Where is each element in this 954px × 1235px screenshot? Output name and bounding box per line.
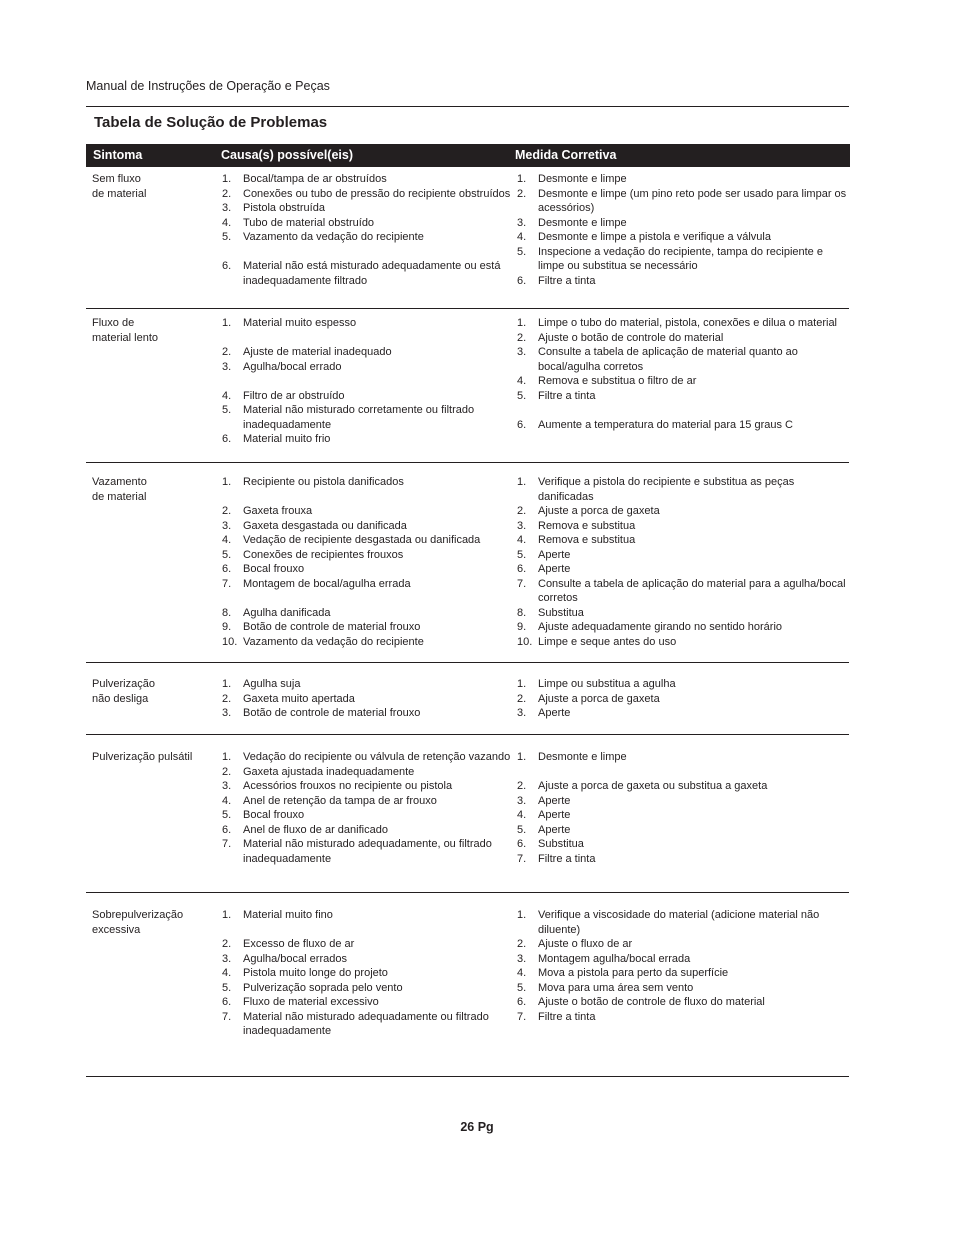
- item-text: Limpe e seque antes do uso: [538, 635, 677, 648]
- item-text: Vedação do recipiente ou válvula de retenção vazando: [243, 751, 511, 763]
- symptom-label: Fluxo de material lento: [92, 317, 159, 344]
- item-number: 3.: [517, 952, 527, 965]
- item-text: Botão de controle de material frouxo: [243, 621, 421, 633]
- causes-list: [222, 908, 512, 1039]
- item-number: 6.: [222, 996, 232, 1008]
- item-text: Acessórios frouxos no recipiente ou pistola: [243, 780, 453, 792]
- item-text: Mova para uma área sem vento: [538, 981, 694, 994]
- list-item: [222, 635, 512, 650]
- item-number: 5.: [222, 809, 232, 821]
- item-text: Aperte: [538, 823, 571, 836]
- symptom-label: Sobrepulverização excessiva: [92, 909, 184, 936]
- page-number: 26 Pg: [460, 1120, 494, 1134]
- item-text: Vedação de recipiente desgastada ou danificada: [243, 534, 481, 546]
- list-item: [517, 852, 847, 867]
- item-text: Remova e substitua: [538, 519, 636, 532]
- list-item: [517, 245, 847, 274]
- item-text: Ajuste a porca de gaxeta ou substitua a gaxeta: [538, 780, 768, 792]
- list-item: [222, 201, 512, 216]
- item-number: 9.: [222, 621, 232, 633]
- row-divider: [86, 308, 849, 309]
- list-item: [222, 995, 512, 1010]
- item-number: 2.: [517, 331, 527, 344]
- list-item: [517, 389, 847, 404]
- item-text: Filtre a tinta: [538, 1010, 596, 1023]
- item-number: 5.: [517, 245, 527, 258]
- item-number: 4.: [517, 375, 527, 387]
- list-item: [222, 908, 512, 923]
- causes-list: [222, 475, 512, 649]
- item-text: Remova e substitua: [538, 534, 636, 546]
- list-item: [517, 504, 847, 519]
- list-item: [222, 389, 512, 404]
- item-text: Ajuste adequadamente girando no sentido horário: [538, 621, 783, 633]
- list-item: [517, 562, 847, 577]
- list-item: [517, 345, 847, 374]
- list-item: [222, 519, 512, 534]
- item-text: Ajuste a porca de gaxeta: [538, 505, 660, 517]
- remedies-list: [517, 316, 847, 432]
- item-text: Aperte: [538, 548, 571, 561]
- item-text: Aumente a temperatura do material para 15 graus C: [538, 418, 793, 431]
- item-text: Aperte: [538, 794, 571, 807]
- list-item: [222, 606, 512, 621]
- item-number: 4.: [517, 534, 527, 546]
- item-number: 2.: [222, 187, 232, 200]
- item-text: Ajuste de material inadequado: [243, 346, 392, 358]
- item-number: 2.: [517, 187, 527, 200]
- item-number: 1.: [222, 751, 232, 763]
- item-text: Filtre a tinta: [538, 389, 596, 402]
- item-number: 3.: [517, 346, 527, 358]
- list-item: [517, 548, 847, 563]
- item-text: Anel de fluxo de ar danificado: [243, 823, 388, 836]
- item-number: 7.: [222, 1010, 232, 1023]
- item-text: Desmonte e limpe a pistola e verifique a válvula: [538, 231, 771, 243]
- item-number: 2.: [517, 505, 527, 517]
- item-number: 5.: [517, 823, 527, 836]
- item-text: Material muito espesso: [243, 317, 357, 329]
- page-title: Tabela de Solução de Problemas: [94, 114, 328, 131]
- item-number: 7.: [517, 577, 527, 590]
- row-divider: [86, 662, 849, 663]
- item-text: Conexões ou tubo de pressão do recipiente obstruídos: [243, 187, 511, 200]
- item-number: 1.: [222, 909, 232, 921]
- list-item: [517, 794, 847, 809]
- item-number: 3.: [517, 519, 527, 532]
- running-header: Manual de Instruções de Operação e Peças: [86, 79, 330, 93]
- item-text: Vazamento da vedação do recipiente: [243, 635, 424, 648]
- item-number: 5.: [517, 548, 527, 561]
- item-number: 6.: [222, 823, 232, 836]
- item-number: 1.: [517, 909, 527, 921]
- list-item: [222, 620, 512, 635]
- item-number: 4.: [517, 231, 527, 243]
- symptom-label: Pulverização não desliga: [92, 678, 155, 705]
- causes-list: [222, 750, 512, 866]
- list-item: [222, 316, 512, 331]
- item-number: 5.: [517, 389, 527, 402]
- list-item: [517, 966, 847, 981]
- item-number: 4.: [222, 389, 232, 402]
- row-divider: [86, 734, 849, 735]
- list-item: [517, 331, 847, 346]
- item-number: 3.: [517, 707, 527, 719]
- item-number: 3.: [517, 216, 527, 229]
- item-number: 9.: [517, 621, 527, 633]
- spacer: [517, 403, 847, 418]
- item-number: 2.: [222, 505, 232, 517]
- item-text: Material não está misturado adequadamente ou está inadequadamente filtrado: [243, 260, 501, 287]
- column-header-remedy: Medida Corretiva: [515, 148, 617, 162]
- item-number: 5.: [222, 548, 232, 561]
- item-text: Inspecione a vedação do recipiente, tampa do recipiente e limpe ou substitua se necessário: [538, 245, 823, 272]
- causes-list: [222, 172, 512, 288]
- causes-list: [222, 316, 512, 447]
- item-number: 2.: [517, 938, 527, 950]
- list-item: [517, 216, 847, 231]
- list-item: [517, 606, 847, 621]
- item-text: Anel de retenção da tampa de ar frouxo: [243, 794, 437, 807]
- list-item: [222, 794, 512, 809]
- item-text: Gaxeta desgastada ou danificada: [243, 519, 407, 532]
- item-text: Recipiente ou pistola danificados: [243, 476, 404, 488]
- item-text: Material não misturado corretamente ou filtrado inadequadamente: [243, 404, 475, 431]
- list-item: [517, 823, 847, 838]
- item-number: 3.: [222, 952, 232, 965]
- item-number: 7.: [222, 577, 232, 590]
- row-divider: [86, 892, 849, 893]
- list-item: [517, 706, 847, 721]
- list-item: [222, 765, 512, 780]
- item-text: Agulha/bocal errados: [243, 952, 347, 965]
- list-item: [222, 432, 512, 447]
- item-text: Remova e substitua o filtro de ar: [538, 375, 697, 387]
- list-item: [222, 562, 512, 577]
- list-item: [517, 837, 847, 852]
- spacer: [222, 245, 512, 260]
- item-text: Montagem agulha/bocal errada: [538, 952, 691, 965]
- item-number: 2.: [222, 765, 232, 778]
- item-number: 5.: [222, 981, 232, 994]
- item-text: Verifique a pistola do recipiente e substitua as peças danificadas: [538, 476, 795, 503]
- list-item: [222, 475, 512, 490]
- list-item: [517, 808, 847, 823]
- item-number: 6.: [517, 838, 527, 850]
- list-item: [222, 677, 512, 692]
- list-item: [222, 577, 512, 592]
- remedies-list: [517, 172, 847, 288]
- list-item: [517, 230, 847, 245]
- column-header-causes: Causa(s) possível(eis): [221, 148, 353, 162]
- item-text: Ajuste a porca de gaxeta: [538, 692, 660, 705]
- item-number: 1.: [517, 751, 527, 763]
- item-text: Filtre a tinta: [538, 852, 596, 865]
- item-number: 1.: [517, 317, 527, 329]
- item-text: Tubo de material obstruído: [243, 216, 375, 229]
- table-header: [86, 144, 850, 167]
- remedies-list: [517, 677, 847, 721]
- item-text: Ajuste o fluxo de ar: [538, 938, 633, 950]
- item-number: 8.: [517, 606, 527, 619]
- item-number: 6.: [517, 563, 527, 575]
- symptom-label: Vazamento de material: [92, 476, 147, 503]
- item-text: Agulha suja: [243, 678, 301, 690]
- causes-list: [222, 677, 512, 721]
- list-item: [517, 374, 847, 389]
- item-number: 2.: [517, 692, 527, 705]
- item-number: 2.: [517, 780, 527, 792]
- item-text: Pistola obstruída: [243, 202, 325, 214]
- row-divider: [86, 462, 849, 463]
- item-text: Agulha danificada: [243, 606, 331, 619]
- list-item: [517, 274, 847, 289]
- item-text: Filtre a tinta: [538, 274, 596, 287]
- item-text: Consulte a tabela de aplicação do material para a agulha/bocal corretos: [538, 577, 846, 604]
- list-item: [222, 966, 512, 981]
- list-item: [222, 823, 512, 838]
- list-item: [222, 937, 512, 952]
- list-item: [517, 519, 847, 534]
- item-number: 4.: [222, 794, 232, 807]
- item-number: 3.: [222, 519, 232, 532]
- item-number: 6.: [222, 260, 232, 272]
- spacer: [222, 374, 512, 389]
- item-number: 5.: [222, 404, 232, 416]
- list-item: [222, 779, 512, 794]
- item-number: 5.: [517, 981, 527, 994]
- list-item: [222, 706, 512, 721]
- spacer: [517, 765, 847, 780]
- item-text: Material não misturado adequadamente ou filtrado inadequadamente: [243, 1010, 489, 1037]
- list-item: [517, 677, 847, 692]
- list-item: [517, 418, 847, 433]
- list-item: [517, 620, 847, 635]
- item-number: 4.: [222, 216, 232, 229]
- item-text: Limpe o tubo do material, pistola, conexões e dilua o material: [538, 317, 838, 329]
- list-item: [517, 750, 847, 765]
- remedies-list: [517, 750, 847, 866]
- item-text: Bocal frouxo: [243, 563, 305, 575]
- item-text: Substitua: [538, 838, 584, 850]
- item-text: Conexões de recipientes frouxos: [243, 548, 404, 561]
- item-number: 3.: [222, 202, 232, 214]
- item-text: Pulverização soprada pelo vento: [243, 981, 403, 994]
- item-text: Filtro de ar obstruído: [243, 389, 345, 402]
- item-number: 3.: [222, 707, 232, 719]
- item-number: 1.: [222, 173, 232, 185]
- list-item: [517, 475, 847, 504]
- item-text: Gaxeta frouxa: [243, 505, 313, 517]
- list-item: [517, 937, 847, 952]
- item-number: 4.: [517, 967, 527, 979]
- list-item: [222, 216, 512, 231]
- item-text: Limpe ou substitua a agulha: [538, 678, 676, 690]
- item-number: 7.: [517, 1010, 527, 1023]
- item-number: 4.: [222, 967, 232, 979]
- list-item: [517, 692, 847, 707]
- item-text: Material não misturado adequadamente, ou filtrado inadequadamente: [243, 838, 492, 865]
- list-item: [222, 360, 512, 375]
- item-number: 3.: [222, 360, 232, 373]
- item-number: 1.: [517, 678, 527, 690]
- item-text: Excesso de fluxo de ar: [243, 938, 355, 950]
- item-text: Ajuste o botão de controle do material: [538, 331, 724, 344]
- header-rule: [86, 106, 849, 107]
- list-item: [222, 345, 512, 360]
- item-number: 6.: [517, 418, 527, 431]
- row-divider: [86, 1076, 849, 1077]
- item-number: 8.: [222, 606, 232, 619]
- item-text: Desmonte e limpe: [538, 173, 627, 185]
- list-item: [517, 1010, 847, 1025]
- list-item: [517, 533, 847, 548]
- item-text: Ajuste o botão de controle de fluxo do material: [538, 996, 765, 1008]
- item-number: 1.: [222, 678, 232, 690]
- list-item: [222, 837, 512, 866]
- item-text: Aperte: [538, 809, 571, 821]
- list-item: [222, 259, 512, 288]
- item-number: 7.: [222, 838, 232, 850]
- list-item: [517, 187, 847, 216]
- item-text: Gaxeta muito apertada: [243, 692, 355, 705]
- item-text: Desmonte e limpe: [538, 751, 627, 763]
- list-item: [517, 908, 847, 937]
- symptom-label: Sem fluxo de material: [92, 173, 147, 200]
- item-number: 4.: [517, 809, 527, 821]
- list-item: [222, 692, 512, 707]
- list-item: [222, 952, 512, 967]
- spacer: [222, 591, 512, 606]
- item-text: Material muito frio: [243, 433, 331, 445]
- item-number: 10.: [222, 635, 238, 648]
- list-item: [222, 230, 512, 245]
- item-text: Consulte a tabela de aplicação de material quanto ao bocal/agulha corretos: [538, 346, 798, 373]
- list-item: [222, 1010, 512, 1039]
- item-number: 5.: [222, 231, 232, 243]
- list-item: [222, 504, 512, 519]
- item-text: Substitua: [538, 606, 584, 619]
- list-item: [517, 779, 847, 794]
- item-number: 2.: [222, 938, 232, 950]
- item-number: 6.: [222, 563, 232, 575]
- list-item: [517, 316, 847, 331]
- item-text: Bocal frouxo: [243, 809, 305, 821]
- item-text: Botão de controle de material frouxo: [243, 707, 421, 719]
- list-item: [222, 750, 512, 765]
- item-number: 3.: [222, 780, 232, 792]
- item-text: Mova a pistola para perto da superfície: [538, 967, 729, 979]
- item-text: Desmonte e limpe: [538, 216, 627, 229]
- item-number: 2.: [222, 692, 232, 705]
- spacer: [222, 331, 512, 346]
- list-item: [222, 548, 512, 563]
- list-item: [517, 635, 847, 650]
- item-number: 7.: [517, 852, 527, 865]
- list-item: [517, 172, 847, 187]
- spacer: [222, 490, 512, 505]
- item-text: Vazamento da vedação do recipiente: [243, 231, 424, 243]
- item-text: Gaxeta ajustada inadequadamente: [243, 765, 415, 778]
- remedies-list: [517, 475, 847, 649]
- item-text: Aperte: [538, 707, 571, 719]
- list-item: [517, 995, 847, 1010]
- list-item: [222, 172, 512, 187]
- item-text: Verifique a viscosidade do material (adicione material não diluente): [538, 909, 820, 936]
- list-item: [517, 577, 847, 606]
- item-text: Agulha/bocal errado: [243, 360, 342, 373]
- item-text: Fluxo de material excessivo: [243, 996, 379, 1008]
- list-item: [222, 981, 512, 996]
- remedies-list: [517, 908, 847, 1024]
- list-item: [517, 981, 847, 996]
- item-number: 1.: [517, 476, 527, 488]
- item-number: 6.: [517, 274, 527, 287]
- item-text: Bocal/tampa de ar obstruídos: [243, 173, 387, 185]
- item-number: 1.: [222, 317, 232, 329]
- item-text: Montagem de bocal/agulha errada: [243, 577, 411, 590]
- column-header-symptom: Sintoma: [93, 148, 143, 162]
- item-number: 6.: [517, 996, 527, 1008]
- item-text: Material muito fino: [243, 909, 333, 921]
- list-item: [222, 533, 512, 548]
- list-item: [222, 187, 512, 202]
- item-number: 3.: [517, 794, 527, 807]
- item-number: 1.: [517, 173, 527, 185]
- item-text: Aperte: [538, 563, 571, 575]
- list-item: [222, 808, 512, 823]
- list-item: [222, 403, 512, 432]
- item-text: Pistola muito longe do projeto: [243, 967, 388, 979]
- item-text: Desmonte e limpe (um pino reto pode ser usado para limpar os acessórios): [538, 187, 847, 214]
- list-item: [517, 952, 847, 967]
- item-number: 10.: [517, 635, 533, 648]
- item-number: 1.: [222, 476, 232, 488]
- item-number: 6.: [222, 433, 232, 445]
- item-number: 4.: [222, 534, 232, 546]
- item-number: 2.: [222, 346, 232, 358]
- symptom-label: Pulverização pulsátil: [92, 751, 193, 763]
- spacer: [222, 923, 512, 938]
